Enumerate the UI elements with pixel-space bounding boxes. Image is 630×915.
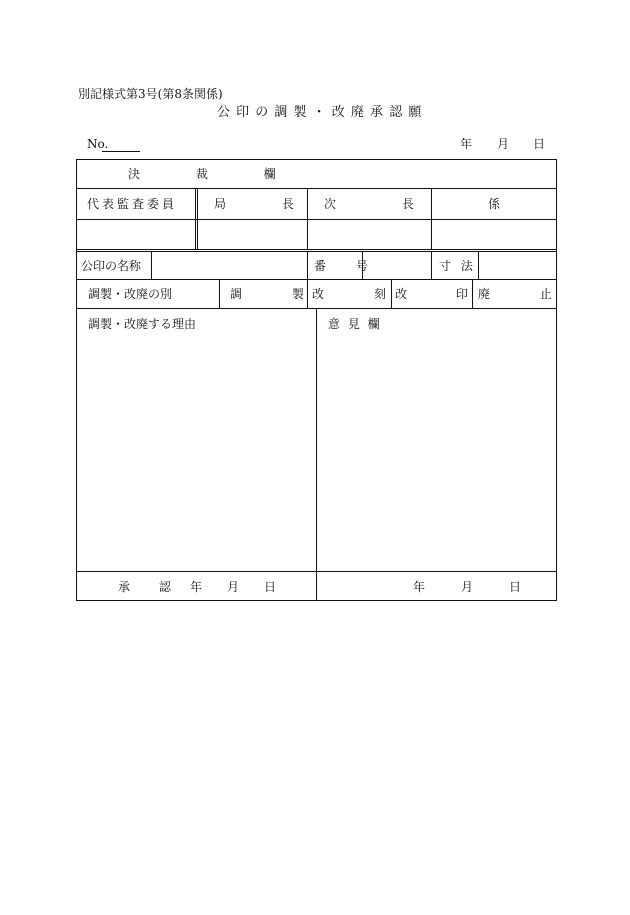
stamp-box-deputy[interactable] — [309, 221, 430, 248]
opinion-text-area[interactable] — [320, 336, 552, 566]
type-option-abolish[interactable]: 廃 止 — [478, 287, 552, 301]
date-year: 年 — [460, 137, 473, 151]
stamp-box-auditor[interactable] — [78, 221, 194, 248]
reason-text-area[interactable] — [80, 336, 312, 566]
seal-size-label: 寸 法 — [439, 259, 473, 273]
footer-left-year: 年 — [190, 580, 203, 594]
seal-name-value[interactable] — [153, 256, 305, 274]
number-label: No. — [87, 137, 109, 151]
document-title: 公 印 の 調 製 ・ 改 廃 承 認 願 — [217, 105, 423, 120]
approval-col-staff: 係 — [488, 197, 501, 211]
reason-label: 調製・改廃する理由 — [88, 317, 197, 331]
seal-number-value[interactable] — [364, 256, 429, 274]
type-label: 調製・改廃の別 — [88, 287, 173, 301]
footer-approval-label: 承 認 — [118, 580, 171, 594]
footer-right-month: 月 — [461, 580, 474, 594]
seal-size-value[interactable] — [480, 256, 554, 274]
date-month: 月 — [497, 137, 510, 151]
type-option-reseal[interactable]: 改 印 — [395, 287, 468, 301]
approval-title-text: 決 裁 欄 — [128, 167, 302, 181]
type-option-create[interactable]: 調 製 — [230, 287, 304, 301]
seal-name-label: 公印の名称 — [81, 259, 142, 273]
footer-left-day: 日 — [264, 580, 277, 594]
approval-col-deputy: 次 長 — [324, 197, 414, 211]
type-option-recarve[interactable]: 改 刻 — [312, 287, 386, 301]
opinion-label: 意 見 欄 — [328, 317, 382, 331]
approval-col-auditor: 代表監査委員 — [87, 197, 178, 211]
footer-right-day: 日 — [509, 580, 522, 594]
footer-right-year: 年 — [413, 580, 426, 594]
approval-col-director: 局 長 — [214, 197, 294, 211]
stamp-box-staff[interactable] — [433, 221, 555, 248]
number-underline — [102, 151, 140, 152]
date-day: 日 — [533, 137, 546, 151]
approval-section-title — [128, 167, 302, 181]
seal-number-label: 番 号 — [314, 259, 368, 273]
footer-left-month: 月 — [227, 580, 240, 594]
form-label: 別記様式第3号(第8条関係) — [78, 87, 223, 101]
stamp-box-director[interactable] — [199, 221, 306, 248]
